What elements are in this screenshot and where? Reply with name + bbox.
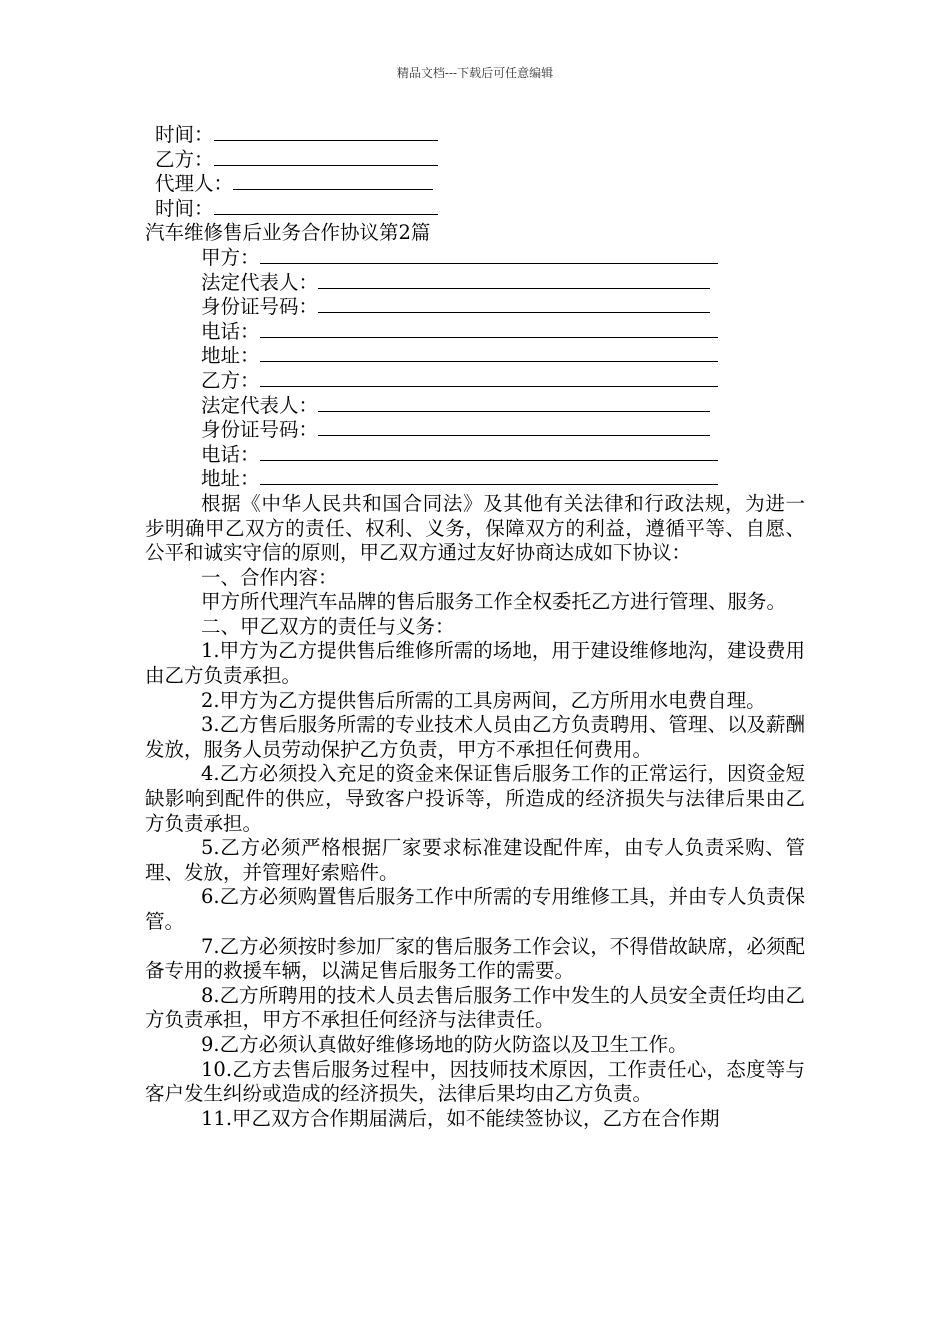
party-b-field — [145, 369, 805, 394]
preamble-paragraph: 根据《中华人民共和国合同法》及其他有关法律和行政法规，为进一步明确甲乙双方的责任、权利、义务，保障双方的利益，遵循平等、自愿、公平和诚实守信的原则，甲乙双方通过友好协商达成如下协议： — [145, 491, 805, 565]
party-b-id-field — [145, 418, 805, 443]
field-label: 时间： — [155, 196, 214, 220]
party-a-phone-field — [145, 320, 805, 345]
clause-8: 8.乙方所聘用的技术人员去售后服务工作中发生的人员安全责任均由乙方负责承担，甲方不承担任何经济与法律责任。 — [145, 983, 805, 1032]
field-label: 乙方： — [201, 368, 260, 392]
signature-time-field-2 — [145, 197, 805, 222]
blank-line — [214, 148, 438, 166]
section-heading-cooperation: 一、合作内容： — [201, 565, 338, 589]
field-label: 时间： — [155, 123, 214, 146]
clause-3: 3.乙方售后服务所需的专业技术人员由乙方负责聘用、管理、以及薪酬发放，服务人员劳动保护乙方负责，甲方不承担任何费用。 — [145, 713, 805, 761]
page-header: 精品文档---下载后可任意编辑 — [396, 66, 554, 80]
field-label: 法定代表人： — [201, 270, 319, 294]
clause-7: 7.乙方必须按时参加厂家的售后服务工作会议，不得借故缺席，必须配备专用的救援车辆，以满足售后服务工作的需要。 — [145, 934, 805, 983]
field-label: 甲方： — [201, 245, 260, 269]
party-b-address-field — [145, 467, 805, 492]
document-body — [145, 123, 805, 1131]
clause-10: 10.乙方去售后服务过程中，因技师技术原因，工作责任心，态度等与客户发生纠纷或造成的经济损失，法律后果均由乙方负责。 — [145, 1057, 805, 1106]
party-a-field — [145, 246, 805, 271]
party-a-legal-rep-field — [145, 271, 805, 296]
document-title: 汽车维修售后业务合作协议第2篇 — [145, 221, 431, 245]
party-a-id-field — [145, 295, 805, 320]
blank-line — [260, 443, 718, 461]
blank-line — [318, 271, 710, 289]
field-label: 身份证号码： — [201, 418, 319, 442]
field-label: 代理人： — [155, 172, 234, 196]
blank-line — [260, 467, 718, 485]
clause-1: 1.甲方为乙方提供售后维修所需的场地，用于建设维修地沟，建设费用由乙方负责承担。 — [145, 639, 805, 688]
blank-line — [260, 246, 718, 264]
cooperation-content-paragraph: 甲方所代理汽车品牌的售后服务工作全权委托乙方进行管理、服务。 — [201, 590, 787, 614]
blank-line — [318, 418, 710, 436]
party-b-phone-field — [145, 443, 805, 468]
party-a-address-field — [145, 344, 805, 369]
blank-line — [233, 172, 433, 190]
blank-line — [318, 394, 710, 412]
signature-agent-field — [145, 172, 805, 197]
blank-line — [214, 123, 438, 141]
field-label: 地址： — [201, 344, 260, 368]
field-label: 地址： — [201, 467, 260, 491]
field-label: 身份证号码： — [201, 295, 319, 319]
blank-line — [260, 344, 718, 362]
party-b-legal-rep-field — [145, 394, 805, 419]
blank-line — [318, 295, 710, 313]
blank-line — [214, 197, 438, 215]
field-label: 电话： — [201, 442, 260, 466]
signature-party-b-field — [145, 148, 805, 173]
section-heading-responsibilities: 二、甲乙双方的责任与义务： — [201, 614, 455, 638]
clause-5: 5.乙方必须严格根据厂家要求标准建设配件库，由专人负责采购、管理、发放，并管理好索赔件。 — [145, 836, 805, 884]
clause-9: 9.乙方必须认真做好维修场地的防火防盗以及卫生工作。 — [201, 1032, 688, 1056]
field-label: 电话： — [201, 319, 260, 343]
field-label: 法定代表人： — [201, 393, 319, 417]
clause-11: 11.甲乙双方合作期届满后，如不能续签协议，乙方在合作期 — [201, 1106, 720, 1130]
blank-line — [260, 320, 718, 338]
clause-6: 6.乙方必须购置售后服务工作中所需的专用维修工具，并由专人负责保管。 — [145, 885, 805, 933]
blank-line — [260, 369, 718, 387]
clause-2: 2.甲方为乙方提供售后所需的工具房两间，乙方所用水电费自理。 — [201, 688, 766, 712]
signature-time-field — [145, 123, 805, 148]
clause-4: 4.乙方必须投入充足的资金来保证售后服务工作的正常运行，因资金短缺影响到配件的供应，导致客户投诉等，所造成的经济损失与法律后果由乙方负责承担。 — [145, 762, 805, 835]
field-label: 乙方： — [155, 147, 214, 171]
